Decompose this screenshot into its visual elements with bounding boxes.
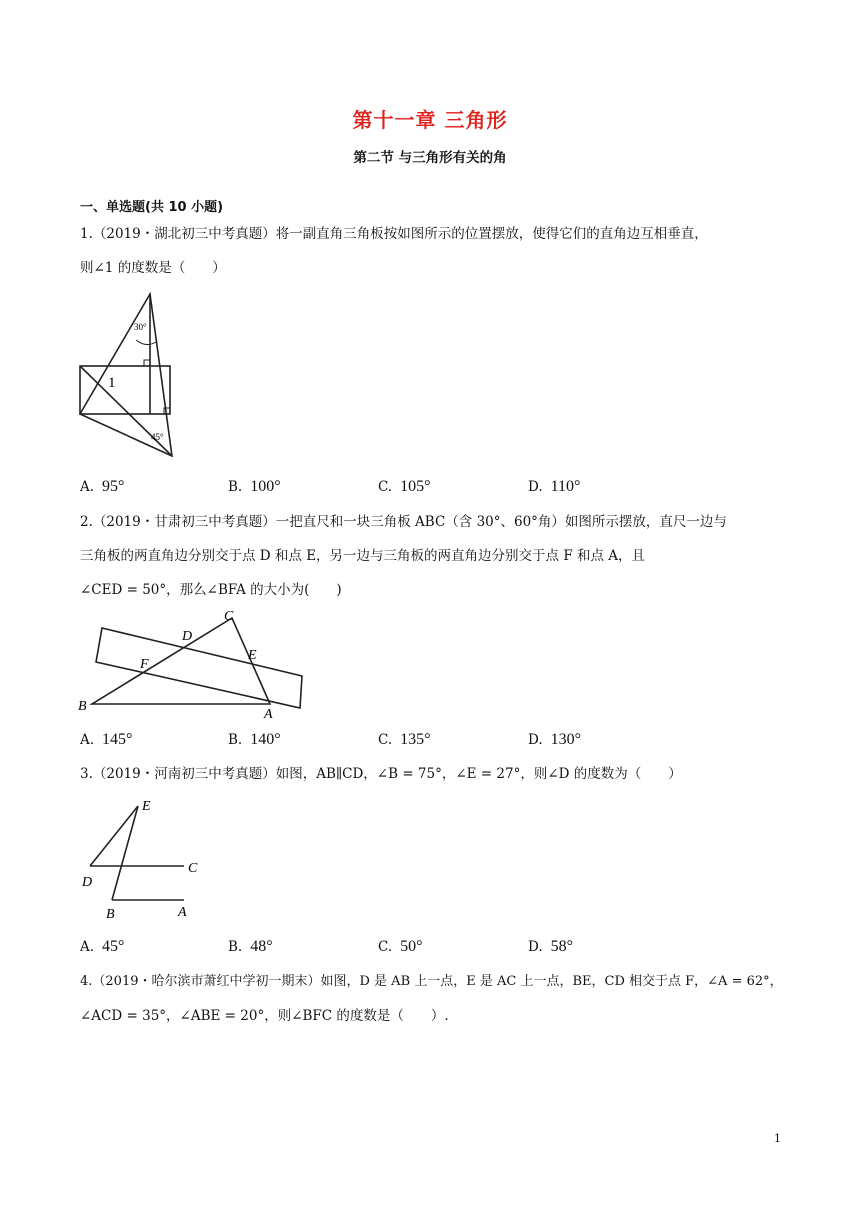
angle-1-label: 1 [108,375,116,391]
angle-30-label: 30° [134,322,147,332]
point-e-label: E [142,799,151,814]
ruler [96,628,302,708]
q1-option-c[interactable]: C. 105° [378,478,431,495]
triangle-45-hypotenuse [80,366,172,456]
part-heading: 一、单选题(共 10 小题) [80,200,224,215]
q3-option-a[interactable]: A. 45° [80,938,125,955]
q1-option-a[interactable]: A. 95° [80,478,125,495]
question-4-line-1: 4.（2019・哈尔滨市萧红中学初一期末）如图，D 是 AB 上一点，E 是 AC 上一点，BE，CD 相交于点 F，∠A = 62°， [80,974,783,989]
point-c-label: C [188,861,198,876]
page-number: 1 [774,1132,781,1145]
triangle-abc [92,618,270,704]
question-2-line-2: 三角板的两直角边分别交于点 D 和点 E，另一边与三角板的两直角边分别交于点 F 和点 A，且 [80,548,646,564]
section-title: 第二节 与三角形有关的角 [353,150,507,166]
q2-option-b[interactable]: B. 140° [228,731,281,748]
q1-option-b[interactable]: B. 100° [228,478,281,495]
chapter-title: 第十一章 三角形 [352,108,508,132]
q2-option-a[interactable]: A. 145° [80,731,133,748]
point-c-label: C [224,609,234,624]
angle-30-arc [136,340,156,345]
point-b-label: B [78,699,87,714]
right-angle-mark-top [144,360,150,366]
point-a-label: A [178,905,187,920]
question-2-line-1: 2.（2019・甘肃初三中考真题）一把直尺和一块三角板 ABC（含 30°、60°角）如图所示摆放，直尺一边与 [80,514,727,530]
q2-option-d[interactable]: D. 130° [528,731,582,748]
line-de [90,806,138,866]
question-4-line-2: ∠ACD = 35°，∠ABE = 20°，则∠BFC 的度数是（ ）. [80,1008,449,1024]
q3-option-b[interactable]: B. 48° [228,938,273,955]
question-3-line-1: 3.（2019・河南初三中考真题）如图，AB∥CD，∠B = 75°，∠E = 27°，则∠D 的度数为（ ） [80,766,682,782]
point-b-label: B [106,907,115,922]
point-d-label: D [82,875,93,890]
question-1-line-2: 则∠1 的度数是（ ） [80,260,226,276]
q3-option-d[interactable]: D. 58° [528,938,574,955]
question-1-line-1: 1.（2019・湖北初三中考真题）将一副直角三角板按如图所示的位置摆放，使得它们的直角边互相垂直， [80,226,708,242]
point-d-label: D [182,629,193,644]
point-e-label: E [248,648,257,663]
q1-option-d[interactable]: D. 110° [528,478,581,495]
question-2-line-3: ∠CED = 50°，那么∠BFA 的大小为( ) [80,582,342,598]
point-f-label: F [140,657,149,672]
line-eb [112,806,138,900]
question-1-figure [76,290,186,460]
angle-45-label: 45° [151,432,164,442]
point-a-label: A [264,707,273,722]
question-3-figure [74,796,214,922]
q3-option-c[interactable]: C. 50° [378,938,423,955]
q2-option-c[interactable]: C. 135° [378,731,431,748]
question-2-figure [74,604,310,724]
